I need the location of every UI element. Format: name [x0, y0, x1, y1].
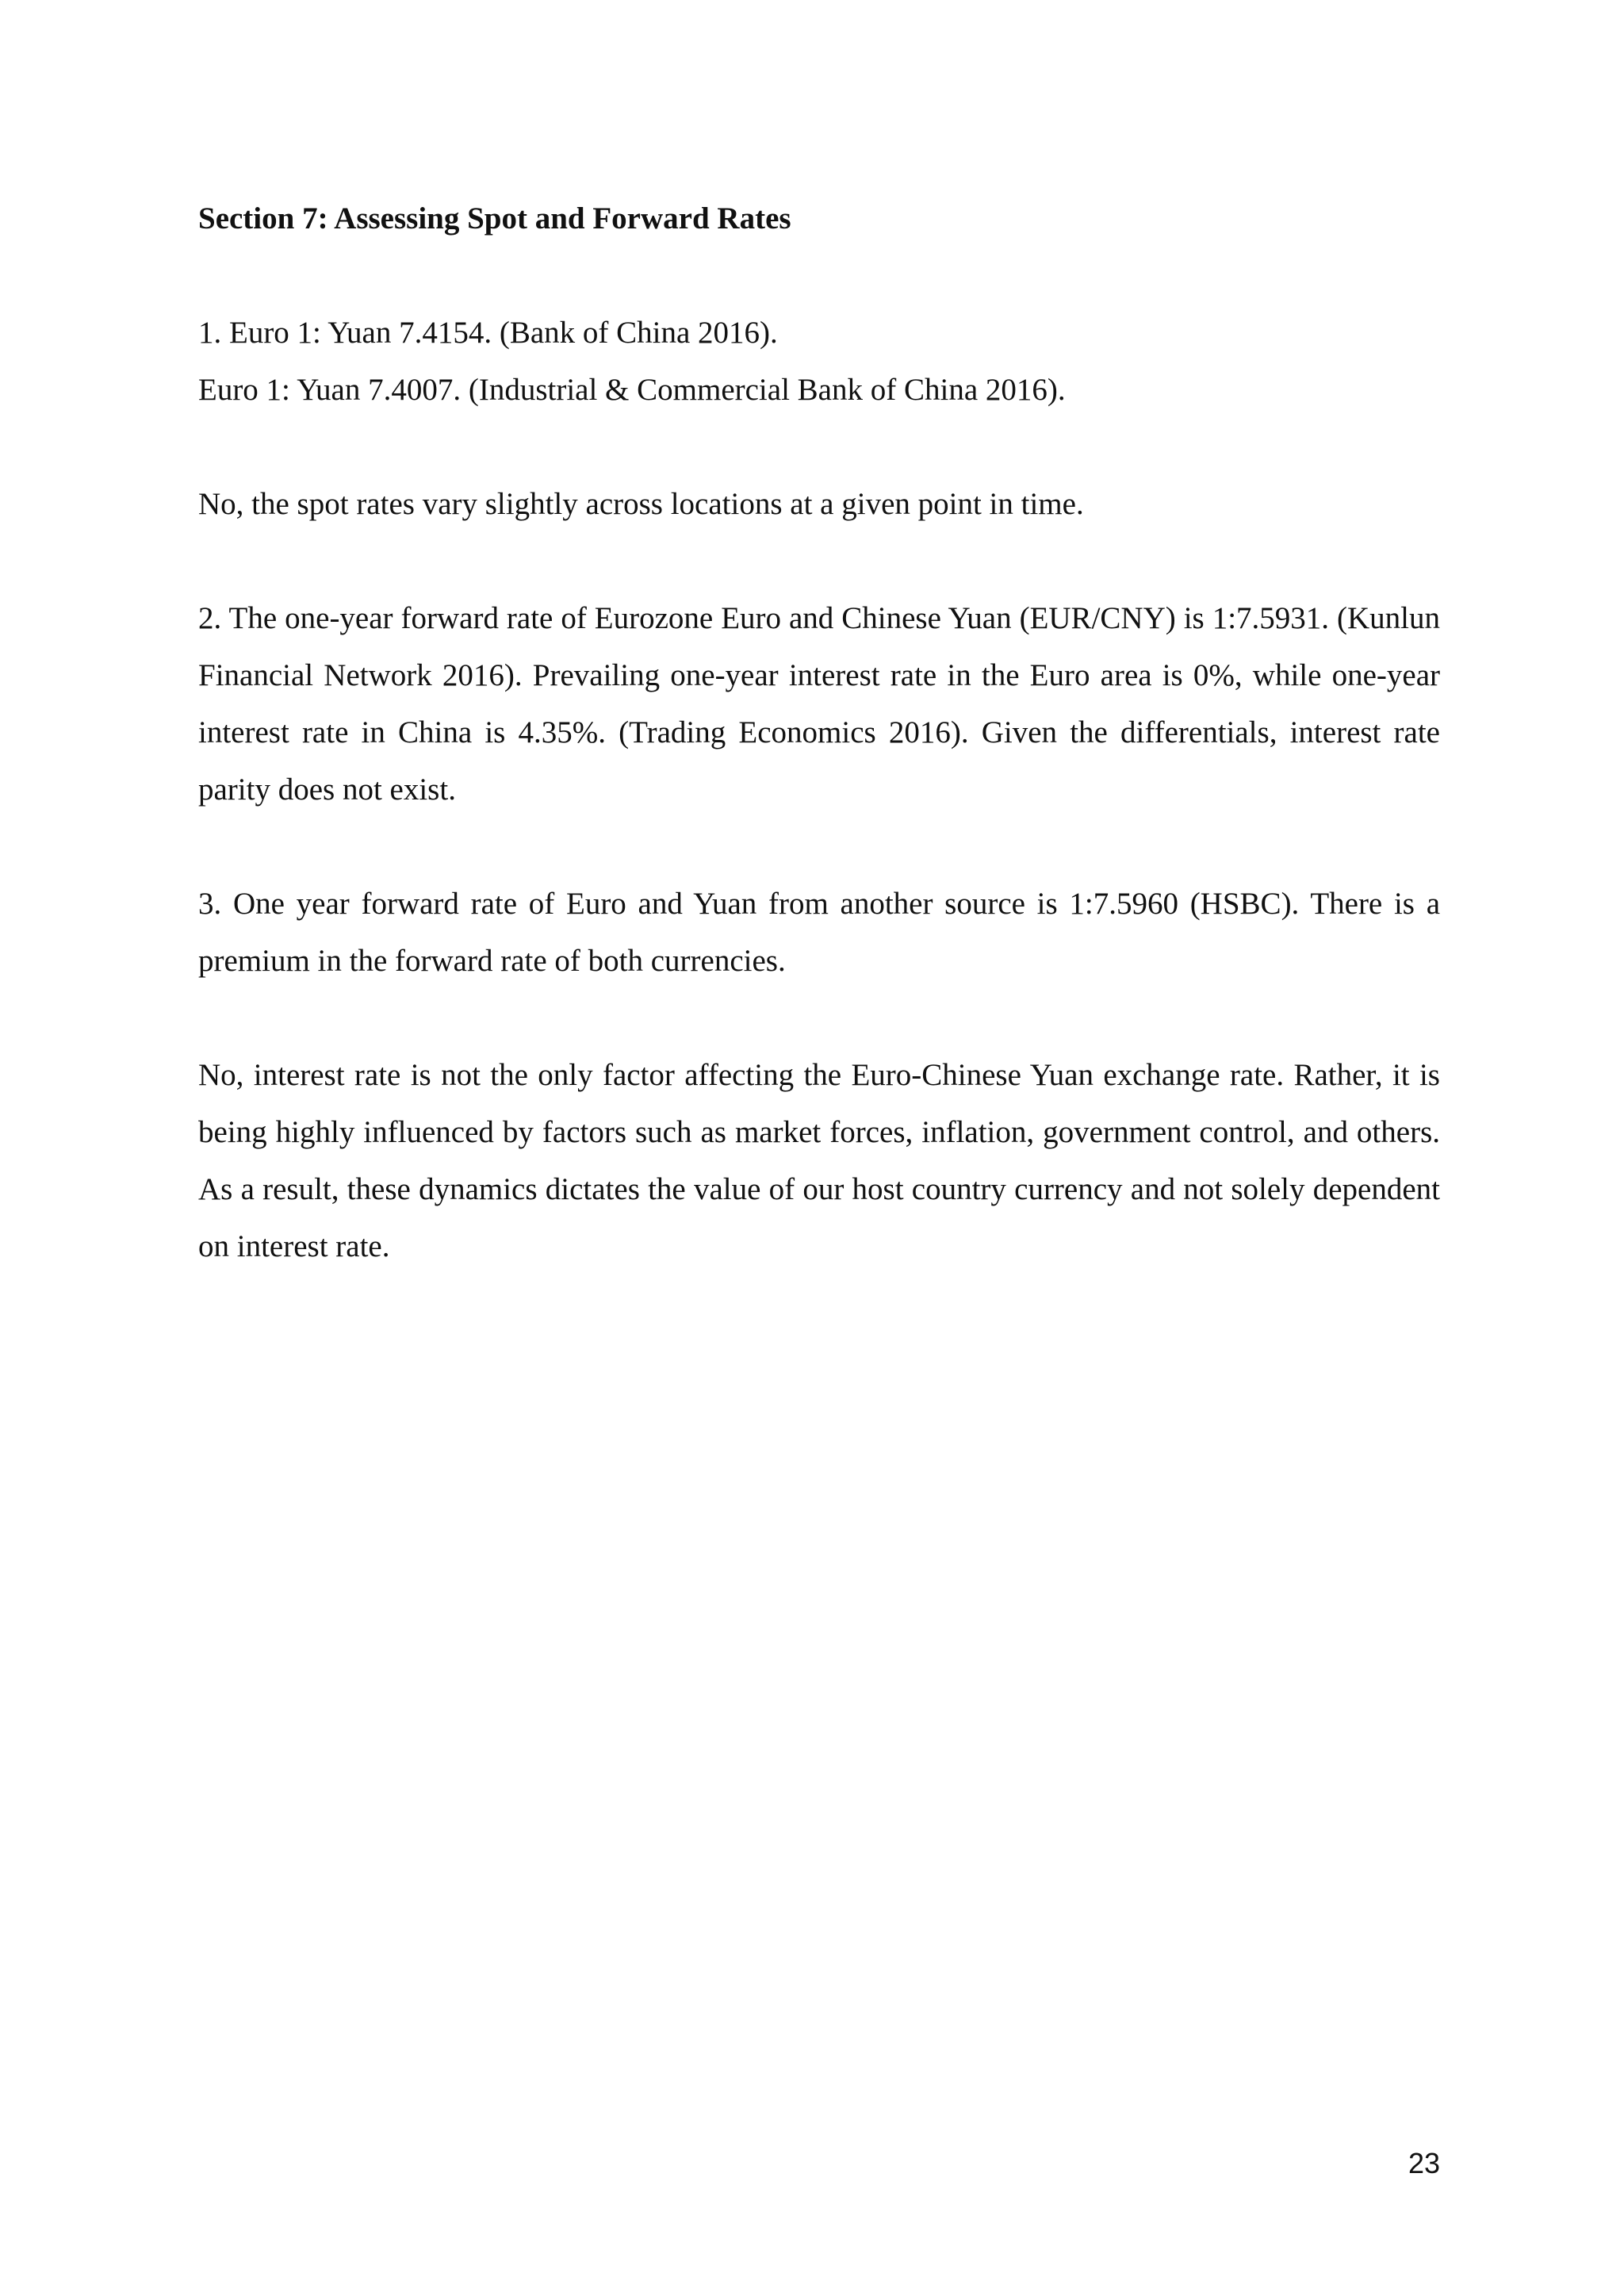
forward-premium-paragraph: 3. One year forward rate of Euro and Yuan from another source is 1:7.5960 (HSBC). There is a premium in the forward rate of both currencies.	[198, 887, 1440, 978]
forward-rate-paragraph: 2. The one-year forward rate of Eurozone Euro and Chinese Yuan (EUR/CNY) is 1:7.5931. (Kunlun Financial Network 2016). Prevailing one-year interest rate in the Euro area is 0%, while one-year interest rate in China is 4.35%. (Trading Economics 2016). Given the differentials, interest rate parity does not exist.	[198, 601, 1440, 807]
spot-rate-answer-paragraph: No, the spot rates vary slightly across locations at a given point in time.	[198, 487, 1084, 521]
item-1-block	[198, 305, 1440, 419]
interest-rate-factor-paragraph: No, interest rate is not the only factor affecting the Euro-Chinese Yuan exchange rate. Rather, it is being highly influenced by factors such as market forces, inflation, government control, and others. As a result, these dynamics dictates the value of our host country currency and not solely dependent on interest rate.	[198, 1058, 1440, 1263]
page-content	[198, 190, 1440, 1332]
section-heading: Section 7: Assessing Spot and Forward Rates	[198, 201, 791, 236]
item-1-line-2: Euro 1: Yuan 7.4007. (Industrial & Commercial Bank of China 2016).	[198, 373, 1066, 407]
page-number: 23	[1408, 2147, 1440, 2179]
item-1-line-1: 1. Euro 1: Yuan 7.4154. (Bank of China 2016).	[198, 316, 778, 350]
